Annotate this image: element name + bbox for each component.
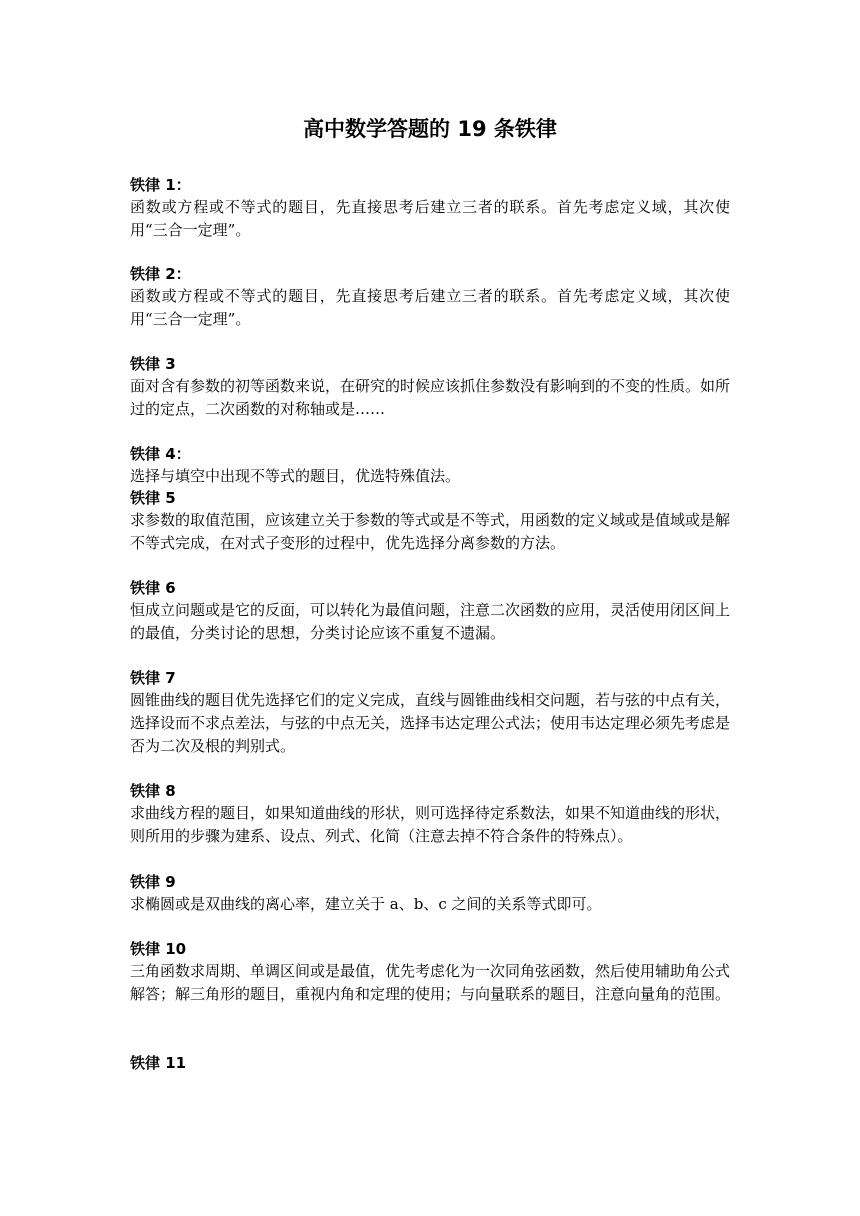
rule-9-heading: 铁律 9 xyxy=(130,873,176,891)
rule-1-heading: 铁律 1： xyxy=(130,176,191,194)
rule-10-body: 三角函数求周期、单调区间或是最值，优先考虑化为一次同角弦函数，然后使用辅助角公式解答；解三角形的题目，重视内角和定理的使用；与向量联系的题目，注意向量角的范围。 xyxy=(130,962,731,1003)
rule-7-heading: 铁律 7 xyxy=(130,669,176,687)
page-title: 高中数学答题的 19 条铁律 xyxy=(303,117,557,141)
rule-9-body: 求椭圆或是双曲线的离心率，建立关于 a、b、c 之间的关系等式即可。 xyxy=(130,895,602,913)
rule-4-body: 选择与填空中出现不等式的题目，优选特殊值法。 xyxy=(130,467,461,485)
rule-8-body: 求曲线方程的题目，如果知道曲线的形状，则可选择待定系数法，如果不知道曲线的形状，则所用的步骤为建系、设点、列式、化简（注意去掉不符合条件的特殊点）。 xyxy=(130,804,731,845)
rule-6-body: 恒成立问题或是它的反面，可以转化为最值问题，注意二次函数的应用，灵活使用闭区间上的最值，分类讨论的思想，分类讨论应该不重复不遗漏。 xyxy=(130,601,731,642)
rule-6-heading: 铁律 6 xyxy=(130,579,176,597)
rule-2-body: 函数或方程或不等式的题目，先直接思考后建立三者的联系。首先考虑定义域，其次使用“三合一定理”。 xyxy=(130,287,730,328)
rule-2-heading: 铁律 2： xyxy=(130,265,191,283)
rule-1-body: 函数或方程或不等式的题目，先直接思考后建立三者的联系。首先考虑定义域，其次使用“三合一定理”。 xyxy=(130,198,730,239)
rule-8-heading: 铁律 8 xyxy=(130,782,176,800)
rule-3-heading: 铁律 3 xyxy=(130,355,176,373)
rule-3-body: 面对含有参数的初等函数来说，在研究的时候应该抓住参数没有影响到的不变的性质。如所过的定点，二次函数的对称轴或是…… xyxy=(130,377,731,418)
rule-5-heading: 铁律 5 xyxy=(130,489,176,507)
rule-10-heading: 铁律 10 xyxy=(130,940,187,958)
rule-4-heading: 铁律 4： xyxy=(130,445,191,463)
rule-7-body: 圆锥曲线的题目优先选择它们的定义完成，直线与圆锥曲线相交问题，若与弦的中点有关，选择设而不求点差法，与弦的中点无关，选择韦达定理公式法；使用韦达定理必须先考虑是否为二次及根的判别式。 xyxy=(130,691,731,755)
rule-11-heading: 铁律 11 xyxy=(130,1054,187,1072)
rule-5-body: 求参数的取值范围，应该建立关于参数的等式或是不等式，用函数的定义域或是值域或是解不等式完成，在对式子变形的过程中，优先选择分离参数的方法。 xyxy=(130,511,731,552)
